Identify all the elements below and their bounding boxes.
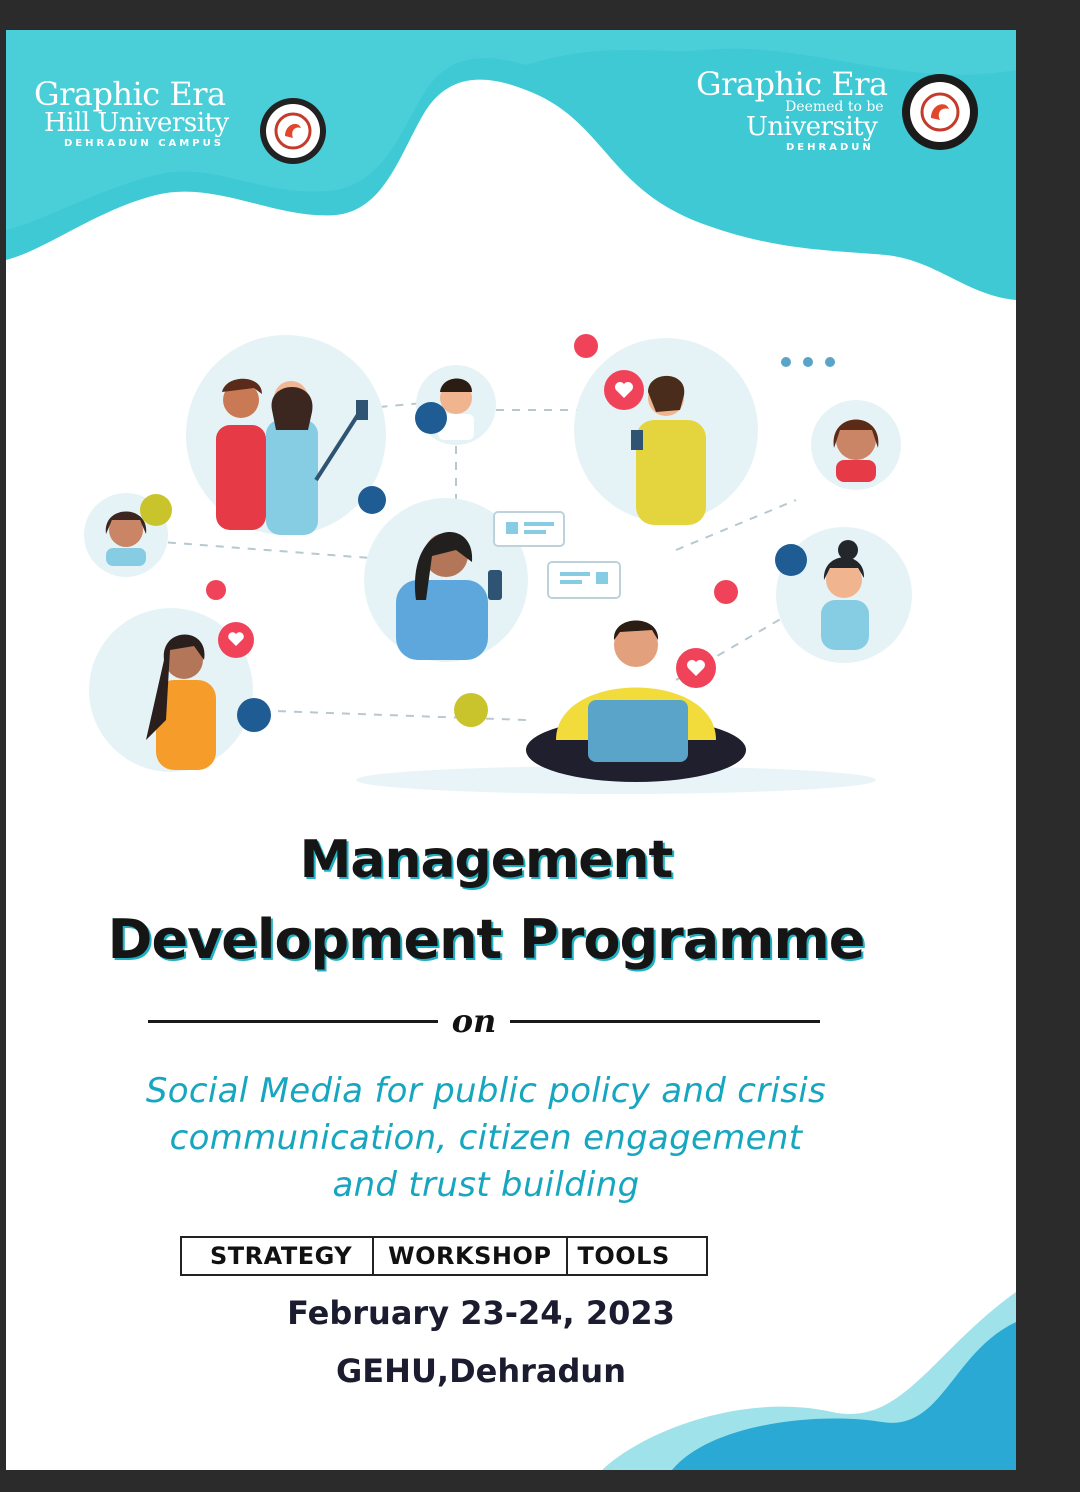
logo-right-line1: Graphic Era [696,65,888,103]
event-date: February 23-24, 2023 [287,1294,675,1332]
topic-line1: Social Media for public policy and crisis [145,1071,827,1111]
programme-title-line1: Management [299,830,673,890]
logo-left-line1: Graphic Era [34,75,226,113]
bottom-wave [602,1292,1016,1470]
divider-line-left [148,1020,438,1023]
logo-left-line2: Hill University [44,108,229,138]
social-network-illustration [76,300,916,800]
tag-box [180,1236,708,1276]
logo-right-city: DEHRADUN [786,142,874,153]
brochure-page [6,30,1016,1470]
tag-tools: TOOLS [566,1238,706,1274]
on-connector: on [451,1002,497,1040]
logo-right-line2: University [746,112,878,142]
geu-seal-icon [900,72,980,152]
on-divider [148,1002,820,1042]
event-venue: GEHU,Dehradun [336,1352,626,1390]
tag-workshop: WORKSHOP [372,1238,565,1274]
topic-line2: communication, citizen engagement [169,1118,803,1158]
programme-title-line2: Development Programme [107,908,865,971]
gehu-logo [34,75,229,149]
geu-logo [696,65,888,153]
gehu-seal-icon [258,96,328,166]
divider-line-right [510,1020,820,1023]
logo-right-deemed: Deemed to be [785,99,884,115]
tag-strategy: STRATEGY [210,1242,353,1270]
programme-topic [66,1068,906,1209]
logo-left-campus: DEHRADUN CAMPUS [64,138,224,149]
topic-line3: and trust building [332,1165,640,1205]
